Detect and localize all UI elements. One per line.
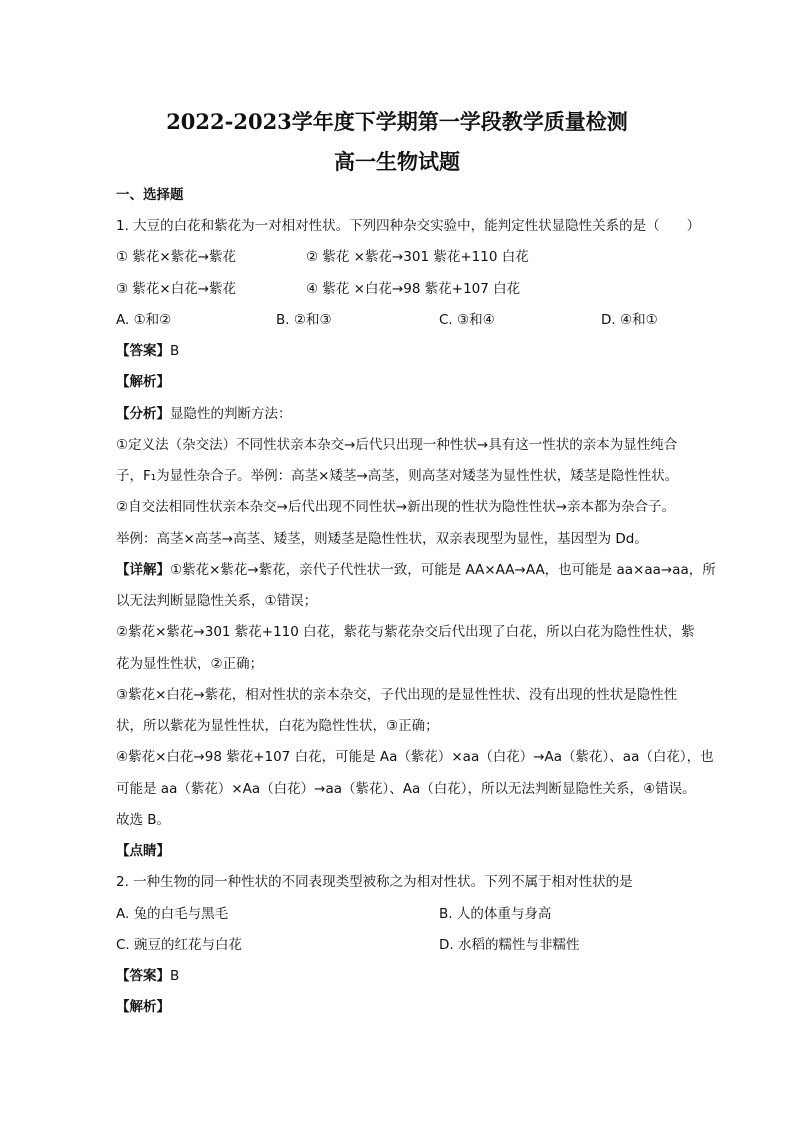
q2-option-d: D. 水稻的糯性与非糯性 (439, 937, 580, 953)
answer-label: 【答案】 (116, 343, 170, 359)
answer-value: B (170, 968, 180, 984)
q1-answer (116, 342, 179, 360)
q1-detail2-line1: ②紫花×紫花→301 紫花+110 白花，紫花与紫花杂交后代出现了白花，所以白花为隐性性状，紫 (116, 624, 695, 640)
section-heading: 一、选择题 (116, 187, 184, 203)
fenxi-label: 【分析】 (116, 406, 170, 422)
q1-experiment-3: ③ 紫花×白花→紫花 (116, 281, 237, 297)
q1-detail3-line1: ③紫花×白花→紫花，相对性状的亲本杂交，子代出现的是显性性状、没有出现的性状是隐性性 (116, 687, 678, 703)
exam-subtitle: 高一生物试题 (334, 149, 460, 174)
q1-experiment-4: ④ 紫花 ×白花→98 紫花+107 白花 (306, 281, 521, 297)
fenxi-text: 显隐性的判断方法： (170, 406, 292, 422)
q1-detail4-line2: 可能是 aa（紫花）×Aa（白花）→aa（紫花）、Aa（白花），所以无法判断显隐性关系，④错误。 (116, 781, 696, 797)
q1-detail3-line2: 状，所以紫花为显性性状，白花为隐性性状，③正确； (116, 718, 439, 734)
question-2-stem: 2. 一种生物的同一种性状的不同表现类型被称之为相对性状。下列不属于相对性状的是 (116, 874, 633, 890)
answer-label: 【答案】 (116, 968, 170, 984)
q1-detail1-line2: 以无法判断显隐性关系，①错误； (116, 593, 318, 609)
q1-comment-label: 【点睛】 (116, 843, 170, 859)
q1-option-c: C. ③和④ (439, 312, 495, 328)
detail-label: 【详解】 (116, 562, 170, 578)
q2-option-a: A. 兔的白毛与黑毛 (116, 906, 229, 922)
q2-analysis-label: 【解析】 (116, 999, 170, 1015)
q1-option-b: B. ②和③ (276, 312, 332, 328)
q1-analysis-label: 【解析】 (116, 374, 170, 390)
q1-method1-line1: ①定义法（杂交法）不同性状亲本杂交→后代只出现一种性状→具有这一性状的亲本为显性纯合 (116, 437, 678, 453)
q1-experiment-2: ② 紫花 ×紫花→301 紫花+110 白花 (306, 249, 529, 265)
q2-option-c: C. 豌豆的红花与白花 (116, 937, 243, 953)
q1-detail1-line1 (116, 561, 716, 579)
exam-title: 2022-2023学年度下学期第一学段教学质量检测 (166, 109, 628, 134)
q1-conclusion: 故选 B。 (116, 812, 171, 828)
q2-answer (116, 967, 179, 985)
q1-option-d: D. ④和① (601, 312, 658, 328)
q1-detail4-line1: ④紫花×白花→98 紫花+107 白花，可能是 Aa（紫花）×aa（白花）→Aa（紫花）、aa（白花），也 (116, 749, 714, 765)
q1-experiment-1: ① 紫花×紫花→紫花 (116, 249, 237, 265)
q1-method2-line2: 举例：高茎×高茎→高茎、矮茎，则矮茎是隐性性状，双亲表现型为显性，基因型为 Dd。 (116, 531, 648, 547)
q1-fenxi (116, 405, 292, 423)
question-1-stem: 1. 大豆的白花和紫花为一对相对性状。下列四种杂交实验中，能判定性状显隐性关系的是（ ） (116, 218, 701, 234)
q1-option-a: A. ①和② (116, 312, 172, 328)
q1-method2-line1: ②自交法相同性状亲本杂交→后代出现不同性状→新出现的性状为隐性性状→亲本都为杂合子。 (116, 499, 676, 515)
detail1-text: ①紫花×紫花→紫花，亲代子代性状一致，可能是 AA×AA→AA，也可能是 aa×aa→aa，所 (170, 562, 716, 578)
q2-option-b: B. 人的体重与身高 (439, 906, 552, 922)
answer-value: B (170, 343, 180, 359)
q1-method1-line2: 子，F₁为显性杂合子。举例：高茎×矮茎→高茎，则高茎对矮茎为显性性状，矮茎是隐性性状。 (116, 468, 679, 484)
q1-detail2-line2: 花为显性性状，②正确； (116, 656, 264, 672)
